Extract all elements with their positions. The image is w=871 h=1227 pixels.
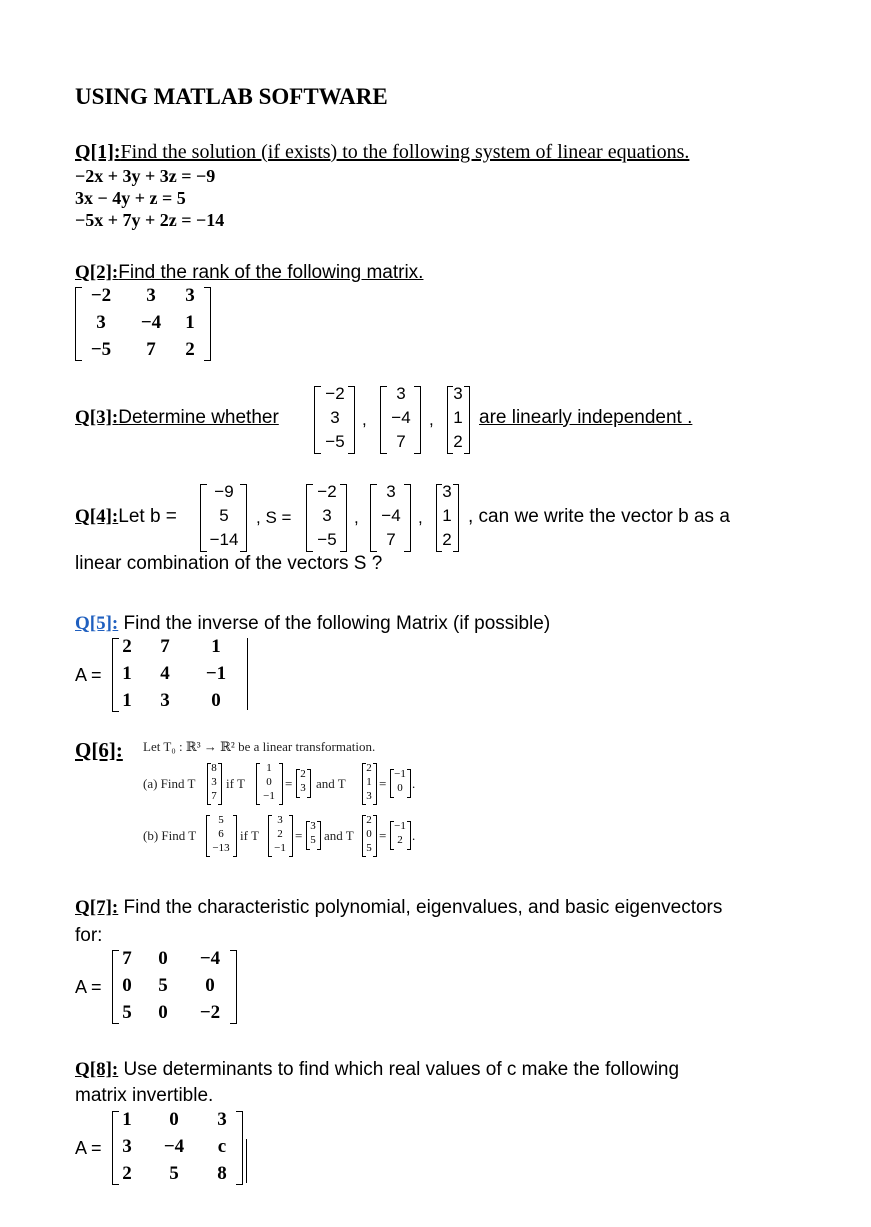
matrix-cell: 2 [185,339,195,360]
q1-equation-1: −2x + 3y + 3z = −9 [75,166,216,186]
matrix-cell: −1 [205,663,227,684]
q8-heading [75,1059,679,1081]
q6-label: Q[6]: [75,738,123,762]
q3-vector-1 [314,384,354,456]
matrix-cell: −5 [90,339,112,360]
q8-text: Use determinants to find which real values of c make the following [118,1059,680,1080]
q6a-x2 [362,762,376,806]
matrix-cell: 1 [122,663,132,684]
vector-entry: 2 [397,834,403,846]
q6b-vector [206,814,236,858]
matrix-cell: 0 [122,975,132,996]
q2-heading [75,262,423,284]
q6a-y1 [296,768,310,798]
matrix-cell: 8 [217,1163,227,1184]
vector-entry: 7 [396,432,406,451]
matrix-cell: −4 [140,312,162,333]
vector-entry: −1 [263,790,275,802]
q7-a-label: A = [75,977,102,997]
q7-label: Q[7]: [75,897,119,918]
q7-line2: for: [75,925,103,946]
q6b-if: if T [240,828,259,843]
q4-s-label: , S = [256,508,292,527]
q8-a-label: A = [75,1138,102,1158]
q3-label: Q[3]: [75,407,119,428]
vector-entry: −5 [317,530,337,549]
matrix-cell: 5 [122,1002,132,1023]
vector-entry: 2 [453,432,463,451]
matrix-cell: 1 [122,690,132,711]
q3-vector-2 [380,384,420,456]
q6b-y2 [390,820,410,850]
matrix-cell: 2 [122,636,132,657]
q3-vector-3 [447,384,469,456]
q6a-vector [207,762,221,806]
vector-entry: −13 [212,842,230,854]
matrix-cell: 3 [146,285,156,306]
matrix-cell: 0 [158,948,168,969]
vector-entry: 1 [366,776,372,788]
right-bracket [247,638,248,710]
q2-label: Q[2]: [75,262,119,283]
matrix-cell: 1 [185,312,195,333]
matrix-cell: 7 [160,636,170,657]
matrix-cell: 3 [185,285,195,306]
equals-sign: = [379,828,387,843]
q5-matrix [112,636,250,714]
vector-entry: 5 [218,814,224,826]
matrix-cell: 3 [217,1109,227,1130]
comma: , [418,508,423,527]
q7-text: Find the characteristic polynomial, eigenvalues, and basic eigenvectors [118,897,723,918]
q5-label: Q[5]: [75,613,119,634]
q4-tail: , can we write the vector b as a [468,506,730,527]
q3-tail: are linearly independent . [479,407,693,428]
q1-heading [75,141,689,164]
vector-entry: 8 [211,762,217,774]
q1-label: Q[1]: [75,141,121,163]
vector-entry: −2 [317,482,337,501]
matrix-cell: c [217,1136,227,1157]
matrix-cell: 5 [169,1163,179,1184]
q6b-and: and T [324,828,354,843]
equals-sign: = [285,776,293,791]
q1-equation-3: −5x + 7y + 2z = −14 [75,210,225,230]
vector-entry: 3 [211,776,217,788]
vector-entry: −9 [214,482,234,501]
vector-entry: 1 [266,762,272,774]
q4-label: Q[4]: [75,506,119,527]
vector-entry: −1 [394,820,406,832]
q1-equation-2: 3x − 4y + z = 5 [75,188,186,208]
vector-entry: 2 [300,768,306,780]
right-bracket [204,287,211,361]
matrix-cell: 3 [122,1136,132,1157]
vector-entry: 3 [300,782,306,794]
vector-entry: 3 [396,384,406,403]
vector-entry: 6 [218,828,224,840]
vector-entry: 2 [277,828,283,840]
vector-entry: 2 [366,762,372,774]
vector-entry: −4 [381,506,401,525]
q7-heading [75,897,722,919]
q6b-find: (b) Find T [143,828,197,843]
q8-matrix [112,1109,248,1187]
q5-heading [75,613,550,635]
vector-entry: 2 [366,814,372,826]
comma: , [354,508,359,527]
q6b-y1 [306,820,320,850]
q8-label: Q[8]: [75,1059,119,1080]
matrix-cell: 0 [211,690,221,711]
vector-entry: 3 [277,814,283,826]
q6a-y2 [390,768,410,798]
equals-sign: = [379,776,387,791]
matrix-cell: 0 [158,1002,168,1023]
q1-text: Find the solution (if exists) to the following system of linear equations. [120,141,690,163]
q4-heading [75,506,177,528]
vector-entry: 5 [366,842,372,854]
vector-entry: 3 [322,506,332,525]
q6a-x1 [256,762,282,806]
q3-text: Determine whether [118,407,279,428]
q4-s-vector-3 [436,482,458,554]
vector-entry: 5 [219,506,229,525]
equals-sign: = [295,828,303,843]
comma: , [429,410,434,429]
matrix-cell: 4 [160,663,170,684]
q4-s-vector-2 [370,482,410,554]
matrix-cell: 1 [211,636,221,657]
vector-entry: 7 [211,790,217,802]
vector-entry: 3 [386,482,396,501]
right-bracket [230,950,237,1024]
q6a-find: (a) Find T [143,776,196,791]
vector-entry: −4 [391,408,411,427]
q6a-if: if T [226,776,245,791]
matrix-cell: 3 [160,690,170,711]
matrix-cell: 7 [122,948,132,969]
q5-a-label: A = [75,665,102,685]
comma: , [362,410,367,429]
matrix-cell: 5 [158,975,168,996]
vector-entry: 3 [453,384,463,403]
matrix-cell: −4 [199,948,221,969]
matrix-cell: 3 [96,312,106,333]
vector-entry: 3 [310,820,316,832]
q4-s-vector-1 [306,482,346,554]
matrix-cell: −2 [90,285,112,306]
vector-entry: −5 [325,432,345,451]
q4-line2: linear combination of the vectors S ? [75,553,383,574]
vector-entry: 3 [366,790,372,802]
vector-entry: −1 [274,842,286,854]
matrix-cell: 1 [122,1109,132,1130]
vector-entry: 3 [330,408,340,427]
q4-vector-b [200,482,246,554]
vector-entry: 0 [366,828,372,840]
vector-entry: 0 [397,782,403,794]
q6-text: Let T₀ : ℝ³ → ℝ² be a linear transformation. [143,739,376,754]
vector-entry: 0 [266,776,272,788]
vector-entry: 2 [442,530,452,549]
period: . [412,828,416,843]
cursor-bar [246,1139,247,1183]
q6b-x1 [268,814,292,858]
q6a-and: and T [316,776,346,791]
q3-heading [75,407,279,429]
matrix-cell: 2 [122,1163,132,1184]
matrix-cell: −2 [199,1002,221,1023]
matrix-cell: 0 [205,975,215,996]
q4-let: Let b = [118,506,177,527]
vector-entry: 5 [310,834,316,846]
q2-text: Find the rank of the following matrix. [118,262,424,283]
q8-line2: matrix invertible. [75,1085,214,1106]
page-title: USING MATLAB SOFTWARE [75,84,388,109]
q6b-x2 [362,814,376,858]
vector-entry: 3 [442,482,452,501]
vector-entry: 1 [453,408,463,427]
q7-matrix [112,948,240,1026]
matrix-cell: −4 [163,1136,185,1157]
matrix-cell: 7 [146,339,156,360]
vector-entry: 1 [442,506,452,525]
vector-entry: −14 [209,530,239,549]
matrix-cell: 0 [169,1109,179,1130]
vector-entry: −1 [394,768,406,780]
right-bracket [236,1111,243,1185]
vector-entry: −2 [325,384,345,403]
q2-matrix [75,285,215,363]
period: . [412,776,416,791]
vector-entry: 7 [386,530,396,549]
q5-text: Find the inverse of the following Matrix (if possible) [118,613,551,634]
